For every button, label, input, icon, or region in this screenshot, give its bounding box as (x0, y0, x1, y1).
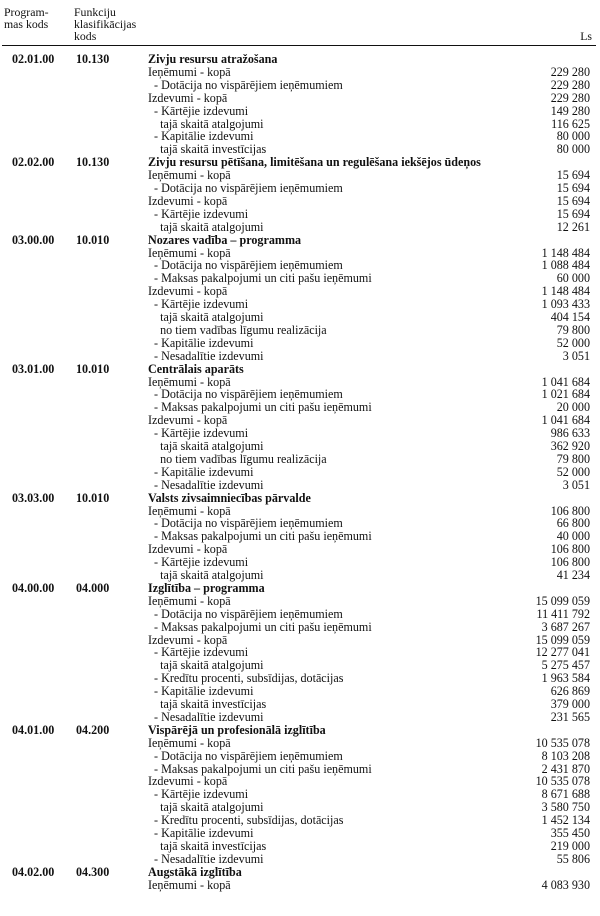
amount-value: 3 051 (562, 348, 590, 363)
row-label: tajā skaitā atalgojumi (148, 658, 264, 673)
amount-value: 66 800 (556, 516, 590, 531)
program-code: 04.02.00 (12, 864, 55, 879)
amount-value: 229 280 (550, 77, 590, 92)
amount-value: 362 920 (550, 439, 590, 453)
table-row (0, 556, 600, 569)
row-label: - Kārtējie izdevumi (148, 645, 249, 660)
currency-column-header: Ls (580, 29, 592, 43)
amount-value: 52 000 (556, 335, 590, 350)
program-code: 02.02.00 (12, 155, 55, 170)
table-row (0, 505, 600, 518)
amount-value: 229 280 (550, 90, 590, 105)
row-label: - Maksas pakalpojumi un citi pašu ieņēmumi (148, 619, 372, 634)
table-row (0, 453, 600, 466)
amount-value: 1 452 134 (541, 813, 590, 828)
row-label: - Kapitālie izdevumi (148, 826, 254, 840)
amount-value: 15 099 059 (535, 593, 590, 608)
amount-value: 60 000 (556, 271, 590, 286)
row-label: - Dotācija no vispārējiem ieņēmumiem (148, 606, 343, 621)
amount-value: 80 000 (556, 142, 590, 157)
amount-value: 15 694 (556, 168, 590, 183)
function-code: 04.300 (76, 864, 110, 879)
row-label: tajā skaitā atalgojumi (148, 310, 264, 324)
program-code: 03.00.00 (12, 232, 55, 247)
table-row (0, 466, 600, 479)
row-label: Nozares vadība – programma (148, 232, 302, 247)
row-label: no tiem vadības līgumu realizācija (148, 451, 327, 466)
row-label: Zivju resursu atražošana (148, 52, 278, 66)
row-label: - Kredītu procenti, subsīdijas, dotācijas (148, 813, 344, 828)
table-row (0, 79, 600, 92)
row-label: tajā skaitā investīcijas (148, 838, 267, 853)
table-row (0, 272, 600, 285)
table-row (0, 195, 600, 208)
table-row (0, 247, 600, 260)
row-label: - Maksas pakalpojumi un citi pašu ieņēmumi (148, 271, 372, 286)
row-label: - Kārtējie izdevumi (148, 555, 249, 570)
table-row (0, 775, 600, 788)
table-row (0, 105, 600, 118)
amount-value: 55 806 (556, 851, 590, 866)
row-label: Ieņēmumi - kopā (148, 64, 231, 79)
row-label: Ieņēmumi - kopā (148, 593, 231, 608)
row-label: Ieņēmumi - kopā (148, 503, 231, 518)
row-label: - Kapitālie izdevumi (148, 335, 254, 350)
row-label: Ieņēmumi - kopā (148, 168, 231, 183)
table-row (0, 92, 600, 105)
table-row (0, 685, 600, 698)
amount-value: 1 148 484 (541, 284, 590, 299)
table-row (0, 750, 600, 763)
table-row (0, 143, 600, 156)
amount-value: 15 099 059 (535, 632, 590, 647)
amount-value: 8 671 688 (541, 787, 590, 802)
amount-value: 626 869 (550, 684, 590, 699)
header-line: Funkciju (74, 5, 116, 19)
function-code: 10.130 (76, 52, 110, 66)
table-row (0, 621, 600, 634)
amount-value: 106 800 (550, 555, 590, 570)
row-label: - Maksas pakalpojumi un citi pašu ieņēmumi (148, 761, 372, 776)
amount-value: 4 083 930 (541, 877, 590, 892)
table-row (0, 814, 600, 827)
program-title-row (0, 492, 600, 505)
function-code-column-header (74, 6, 136, 42)
table-row (0, 324, 600, 337)
table-row (0, 763, 600, 776)
table-row (0, 259, 600, 272)
amount-value: 149 280 (550, 103, 590, 118)
row-label: - Dotācija no vispārējiem ieņēmumiem (148, 181, 343, 195)
table-row (0, 608, 600, 621)
table-row (0, 118, 600, 131)
program-code: 04.01.00 (12, 722, 55, 737)
table-row (0, 530, 600, 543)
table-row (0, 659, 600, 672)
amount-value: 1 021 684 (541, 387, 590, 402)
table-row (0, 543, 600, 556)
row-label: - Dotācija no vispārējiem ieņēmumiem (148, 77, 343, 92)
table-row (0, 737, 600, 750)
amount-value: 11 411 792 (536, 606, 590, 621)
row-label: Izglītība – programma (148, 580, 265, 595)
row-label: - Maksas pakalpojumi un citi pašu ieņēmumi (148, 400, 372, 415)
row-label: - Kapitālie izdevumi (148, 129, 254, 144)
amount-value: 1 041 684 (541, 374, 590, 389)
amount-value: 5 275 457 (541, 658, 590, 673)
amount-value: 15 694 (556, 193, 590, 208)
row-label: - Kārtējie izdevumi (148, 787, 249, 802)
table-row (0, 479, 600, 492)
row-label: Ieņēmumi - kopā (148, 374, 231, 389)
program-code: 03.01.00 (12, 361, 55, 376)
row-label: - Kārtējie izdevumi (148, 297, 249, 312)
amount-value: 355 450 (550, 826, 590, 840)
amount-value: 79 800 (556, 451, 590, 466)
row-label: - Dotācija no vispārējiem ieņēmumiem (148, 516, 343, 531)
row-label: Valsts zivsaimniecības pārvalde (148, 490, 311, 505)
row-label: - Nesadalītie izdevumi (148, 477, 264, 492)
amount-value: 40 000 (556, 529, 590, 544)
table-row (0, 517, 600, 530)
row-label: Izdevumi - kopā (148, 193, 228, 208)
table-row (0, 337, 600, 350)
table-row (0, 788, 600, 801)
amount-value: 219 000 (550, 838, 590, 853)
row-label: tajā skaitā investīcijas (148, 142, 267, 157)
amount-value: 986 633 (550, 426, 590, 441)
table-row (0, 711, 600, 724)
row-label: - Kapitālie izdevumi (148, 684, 254, 699)
amount-value: 106 800 (550, 542, 590, 557)
row-label: - Dotācija no vispārējiem ieņēmumiem (148, 387, 343, 402)
amount-value: 8 103 208 (541, 748, 590, 763)
program-title-row (0, 582, 600, 595)
amount-value: 10 535 078 (535, 735, 590, 750)
amount-value: 106 800 (550, 503, 590, 518)
amount-value: 10 535 078 (535, 774, 590, 789)
row-label: Augstākā izglītība (148, 864, 242, 879)
amount-value: 116 625 (551, 116, 590, 131)
program-title-row (0, 724, 600, 737)
table-row (0, 388, 600, 401)
row-label: no tiem vadības līgumu realizācija (148, 322, 327, 337)
amount-value: 379 000 (550, 697, 590, 711)
table-row (0, 130, 600, 143)
program-title-row (0, 53, 600, 66)
amount-value: 3 687 267 (541, 619, 590, 634)
amount-value: 1 093 433 (541, 297, 590, 312)
table-row (0, 698, 600, 711)
program-code: 03.03.00 (12, 490, 55, 505)
row-label: - Kārtējie izdevumi (148, 103, 249, 118)
row-label: - Nesadalītie izdevumi (148, 851, 264, 866)
amount-value: 79 800 (556, 322, 590, 337)
row-label: - Nesadalītie izdevumi (148, 348, 264, 363)
program-code-column-header (4, 6, 49, 30)
table-row (0, 285, 600, 298)
program-title-row (0, 363, 600, 376)
program-code: 04.00.00 (12, 580, 55, 595)
row-label: Ieņēmumi - kopā (148, 877, 231, 892)
amount-value: 15 694 (556, 206, 590, 221)
row-label: Izdevumi - kopā (148, 284, 228, 299)
row-label: tajā skaitā atalgojumi (148, 439, 264, 453)
function-code: 10.010 (76, 490, 110, 505)
function-code: 10.010 (76, 361, 110, 376)
row-label: Ieņēmumi - kopā (148, 735, 231, 750)
row-label: Centrālais aparāts (148, 361, 244, 376)
table-row (0, 569, 600, 582)
header-rule (2, 45, 596, 46)
program-title-row (0, 866, 600, 879)
row-label: Vispārējā un profesionālā izglītība (148, 722, 326, 737)
row-label: - Kredītu procenti, subsīdijas, dotācijas (148, 671, 344, 686)
table-row (0, 66, 600, 79)
amount-value: 231 565 (550, 709, 590, 724)
table-row (0, 634, 600, 647)
program-title-row (0, 156, 600, 169)
row-label: tajā skaitā atalgojumi (148, 116, 264, 131)
row-label: - Dotācija no vispārējiem ieņēmumiem (148, 748, 343, 763)
amount-value: 15 694 (556, 181, 590, 195)
amount-value: 80 000 (556, 129, 590, 144)
amount-value: 12 277 041 (535, 645, 590, 660)
row-label: - Maksas pakalpojumi un citi pašu ieņēmumi (148, 529, 372, 544)
table-row (0, 672, 600, 685)
amount-value: 1 088 484 (541, 258, 590, 273)
row-label: - Kapitālie izdevumi (148, 464, 254, 479)
amount-value: 229 280 (550, 64, 590, 79)
program-code: 02.01.00 (12, 52, 55, 66)
table-row (0, 311, 600, 324)
row-label: - Kārtējie izdevumi (148, 206, 249, 221)
row-label: - Nesadalītie izdevumi (148, 709, 264, 724)
function-code: 04.200 (76, 722, 110, 737)
row-label: Izdevumi - kopā (148, 413, 228, 428)
amount-value: 1 041 684 (541, 413, 590, 428)
table-row (0, 208, 600, 221)
row-label: Ieņēmumi - kopā (148, 245, 231, 260)
row-label: Izdevumi - kopā (148, 774, 228, 789)
row-label: tajā skaitā atalgojumi (148, 219, 264, 234)
table-row (0, 801, 600, 814)
table-row (0, 182, 600, 195)
table-row (0, 879, 600, 892)
table-row (0, 414, 600, 427)
program-title-row (0, 234, 600, 247)
row-label: - Dotācija no vispārējiem ieņēmumiem (148, 258, 343, 273)
row-label: Izdevumi - kopā (148, 90, 228, 105)
amount-value: 1 963 584 (541, 671, 590, 686)
function-code: 10.010 (76, 232, 110, 247)
table-row (0, 221, 600, 234)
function-code: 04.000 (76, 580, 110, 595)
table-row (0, 840, 600, 853)
header-line: klasifikācijas (74, 17, 137, 31)
amount-value: 3 580 750 (541, 800, 590, 815)
table-row (0, 401, 600, 414)
amount-value: 1 148 484 (541, 245, 590, 260)
table-row (0, 298, 600, 311)
table-row (0, 646, 600, 659)
row-label: tajā skaitā investīcijas (148, 697, 267, 711)
row-label: tajā skaitā atalgojumi (148, 800, 264, 815)
table-row (0, 827, 600, 840)
row-label: tajā skaitā atalgojumi (148, 568, 264, 582)
header-line: mas kods (4, 17, 49, 31)
row-label: - Kārtējie izdevumi (148, 426, 249, 441)
row-label: Izdevumi - kopā (148, 632, 228, 647)
amount-value: 52 000 (556, 464, 590, 479)
row-label: Zivju resursu pētīšana, limitēšana un regulēšana iekšējos ūdeņos (148, 155, 481, 170)
table-row (0, 440, 600, 453)
table-row (0, 853, 600, 866)
amount-value: 41 234 (556, 568, 590, 582)
table-row (0, 376, 600, 389)
function-code: 10.130 (76, 155, 110, 170)
table-row (0, 350, 600, 363)
amount-value: 3 051 (562, 477, 590, 492)
amount-value: 404 154 (550, 310, 590, 324)
row-label: Izdevumi - kopā (148, 542, 228, 557)
table-row (0, 595, 600, 608)
amount-value: 20 000 (556, 400, 590, 415)
amount-value: 12 261 (556, 219, 590, 234)
header-line: kods (74, 29, 97, 43)
table-row (0, 427, 600, 440)
header-line: Program- (4, 5, 49, 19)
table-row (0, 169, 600, 182)
amount-value: 2 431 870 (541, 761, 590, 776)
